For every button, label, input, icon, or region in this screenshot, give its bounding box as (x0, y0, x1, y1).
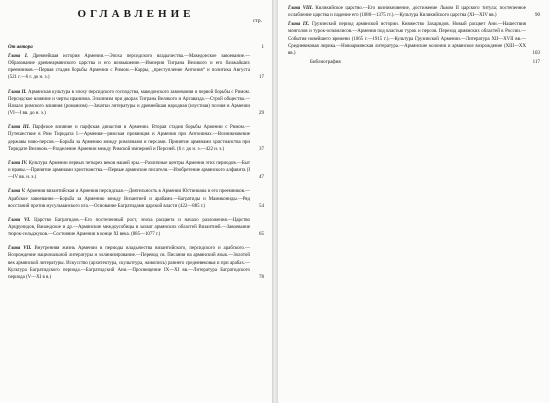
author-label: От автора (8, 45, 33, 50)
chapter-text: Внутренняя жизнь Армении в периоды владычества византийского, персидского и арабского.—Возрождение национальной литературы и эллинизирование.—Перевод св. Писания на армянский язык.—Золотой век армянской литературы. Искусство (архитектура, скульптура, живопись) раннего средневековья и при арабах.—Культура Багратидского периода.—Багратидский Ани.—Просвещение IX—XI вв.—Литература Багратидского периода (V—XI в в.) (8, 246, 250, 280)
page-number: 65 (259, 232, 264, 238)
right-page (278, 0, 550, 403)
right-entries (288, 5, 540, 66)
chapter-text: Грузинский период армянской истории. Княжество Захаридов. Новый расцвет Ани.—Нашествия монголов и турок-османлисов.—Армения под властью турок и персов. Переход армянских областей к России.—События новейшего времени (1065 г.—1915 г.).—Культура Грузинской Армении.—Литература XII—XVII вв.—Средневековая лирика.—Новоармянская литература.—Армянские колонии и армянское возрождение (XIII—XX вв.) (288, 22, 527, 56)
page-number: 37 (259, 146, 264, 152)
toc-entry-chapter-3[interactable] (8, 124, 264, 153)
bibliography-label: Библиография (310, 60, 341, 66)
chapter-label: Глава V. (8, 189, 26, 195)
page-number: 90 (535, 13, 540, 19)
chapter-label: Глава III. (8, 125, 30, 131)
page-number: 117 (532, 60, 540, 66)
page-number: 78 (259, 274, 264, 280)
chapter-label: Глава VIII. (288, 6, 313, 11)
page-number: 17 (259, 75, 264, 81)
chapter-label: Глава IV. (8, 160, 28, 166)
page-number: 103 (532, 50, 540, 56)
left-entries (8, 44, 264, 281)
toc-entry-chapter-2[interactable] (8, 89, 264, 118)
page-number: 47 (259, 175, 264, 181)
page-column-label: стр. (252, 18, 262, 24)
page-number: 1 (261, 45, 264, 50)
chapter-text: Культура Армении первых четырех веков нашей эры.—Различные центры Армении этих периодов.—Быт и нравы.—Принятие армянами христианства.—Первые армянские писатели.—Изобретение армянского алфавита (I—IV вв. н. э.) (8, 160, 250, 181)
chapter-label: Глава VI. (8, 217, 31, 223)
page-number: 29 (259, 111, 264, 117)
toc-entry-author[interactable] (8, 44, 264, 51)
toc-entry-bibliography[interactable] (310, 59, 540, 66)
toc-entry-chapter-5[interactable] (8, 188, 264, 209)
chapter-text: Парфское влияние и парфская династия в Армении. Вторая стадия борьбы Армении с Римом.—Путешествие в Рим Тиридата I.—Армения—римская провинция и Армения при Антонинах.—Возникновение державы ново-персов.—Борьба за Армению между римлянами и персами. Принятие армянами христианства при Тиридате Великом.—Разделение Армении между Римской империей и Персией. (6 г. до н. э.—422 н. э.) (8, 125, 250, 152)
chapter-label: Глава I. (8, 54, 28, 59)
chapter-text: Армения византийская и Армения персидская.—Деятельность в Армении Юстиниана и его преемников.—Арабское завоевание.—Борьба за Армению между Византией и арабами.—Багратиды и Мамикониды.—Ряд восстаний против мусульманского ига.—Основание Багратидами царской власти (422—885 г.) (8, 189, 250, 209)
toc-entry-chapter-8[interactable] (288, 5, 540, 19)
toc-entry-chapter-1[interactable] (8, 53, 264, 82)
page-number: 54 (259, 203, 264, 209)
chapter-text: Киликийское царство.—Его возникновение, достижение Львом II царского титула; постепенное ослабление царства и падение его (1080—1375 гг.).—Культура Киликийского царства (XI—XIV вв.) (288, 6, 526, 19)
toc-entry-chapter-4[interactable] (8, 160, 264, 181)
chapter-label: Глава II. (8, 89, 27, 95)
toc-title: ОГЛАВЛЕНИЕ (77, 8, 195, 20)
chapter-text: Царство Багратидов.—Его постепенный рост, эпоха расцвета и начало разложения.—Царство Арцрунидов, Ванандское и др.—Армянские междоусобицы в захват армянских областей Византией.—Завоевание тюрок-сельджуков.—Состояние Армении в конце XI века. (885—1077 г.) (8, 217, 251, 238)
chapter-label: Глава IX. (288, 22, 310, 28)
chapter-text: Древнейшая история Армении.—Эпоха персидского владычества.—Македонское завоевание.—Образование древнеармянского царства и его возвышение.—Империя Тиграна Великого и его ближайших преемников.—Первая стадия борьбы Армении с Римом.—Карры, „преступление Антония“ и политика Августа (521 г.—6 г. до н. э.) (8, 54, 251, 81)
chapter-label: Глава VII. (8, 246, 32, 252)
toc-entry-chapter-6[interactable] (8, 217, 264, 238)
toc-entry-chapter-9[interactable] (288, 21, 540, 57)
left-page (0, 0, 272, 403)
chapter-text: Армянская культура в эпоху персидского господства, македонского завоевания и первой борьбы с Римом. Персидское влияние и черты иранизма. Эллинизм при дворах Тиграна Великого и Артавазда.—Строй общества.—Начало римского влияния (романизм).—Зачатки литературы и древнейшая народная (изустная) поэзия в Армении (VI—I вв. до н. э.) (8, 89, 250, 117)
toc-entry-chapter-7[interactable] (8, 245, 264, 281)
